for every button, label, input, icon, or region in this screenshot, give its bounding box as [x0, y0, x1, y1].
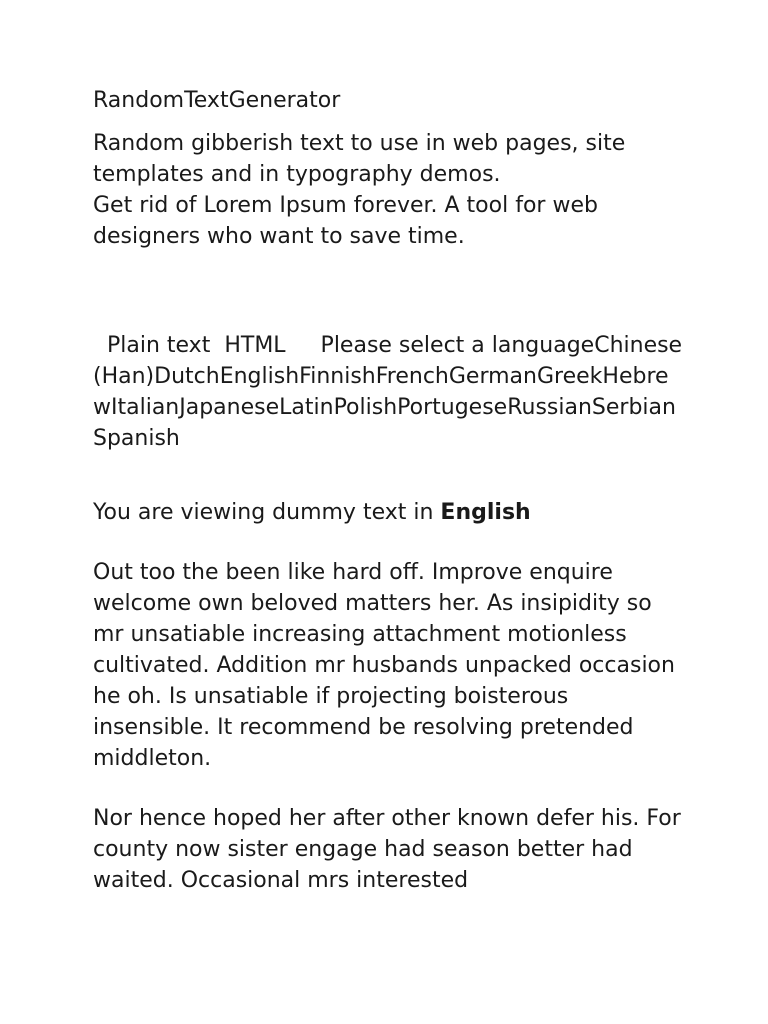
- language-option[interactable]: Hebrew: [93, 364, 669, 420]
- page-content: [93, 86, 683, 896]
- tagline-line-1: Random gibberish text to use in web pages, site templates and in typography demos.: [93, 131, 626, 187]
- language-option[interactable]: Russian: [507, 395, 592, 420]
- language-option[interactable]: German: [448, 364, 537, 389]
- language-option[interactable]: Spanish: [93, 426, 180, 451]
- language-option[interactable]: Dutch: [154, 364, 220, 389]
- language-option[interactable]: Japanese: [179, 395, 280, 420]
- language-option[interactable]: Italian: [111, 395, 180, 420]
- generator-controls: [93, 330, 683, 454]
- language-option[interactable]: English: [219, 364, 300, 389]
- tagline: [93, 128, 683, 252]
- tagline-line-2: Get rid of Lorem Ipsum forever. A tool for web designers who want to save time.: [93, 193, 598, 249]
- viewing-prefix: You are viewing dummy text in: [93, 500, 434, 525]
- language-option[interactable]: Chinese (Han): [93, 333, 683, 389]
- viewing-notice: [93, 497, 683, 528]
- dummy-paragraph-1: Out too the been like hard off. Improve enquire welcome own beloved matters her. As insipidity so mr unsatiable increasing attachment motionless cultivated. Addition mr husbands unpacked occasion he oh. Is unsatiable if projecting boisterous insensible. It recommend be resolving pretended middleton.: [93, 560, 675, 771]
- language-option[interactable]: Serbian: [591, 395, 676, 420]
- language-select[interactable]: Please select a language: [320, 333, 595, 358]
- language-option[interactable]: Polish: [333, 395, 398, 420]
- language-option[interactable]: Latin: [279, 395, 334, 420]
- format-option-plain-text[interactable]: Plain text: [107, 333, 211, 358]
- viewing-language: English: [440, 500, 531, 525]
- language-option[interactable]: French: [375, 364, 449, 389]
- site-title-link[interactable]: RandomTextGenerator: [93, 88, 341, 113]
- language-option[interactable]: Greek: [536, 364, 603, 389]
- format-option-html[interactable]: HTML: [224, 333, 286, 358]
- dummy-paragraph-2: Nor hence hoped her after other known defer his. For county now sister engage had season better had waited. Occasional mrs interested: [93, 806, 681, 893]
- language-option[interactable]: Finnish: [299, 364, 376, 389]
- language-option[interactable]: Portugese: [397, 395, 508, 420]
